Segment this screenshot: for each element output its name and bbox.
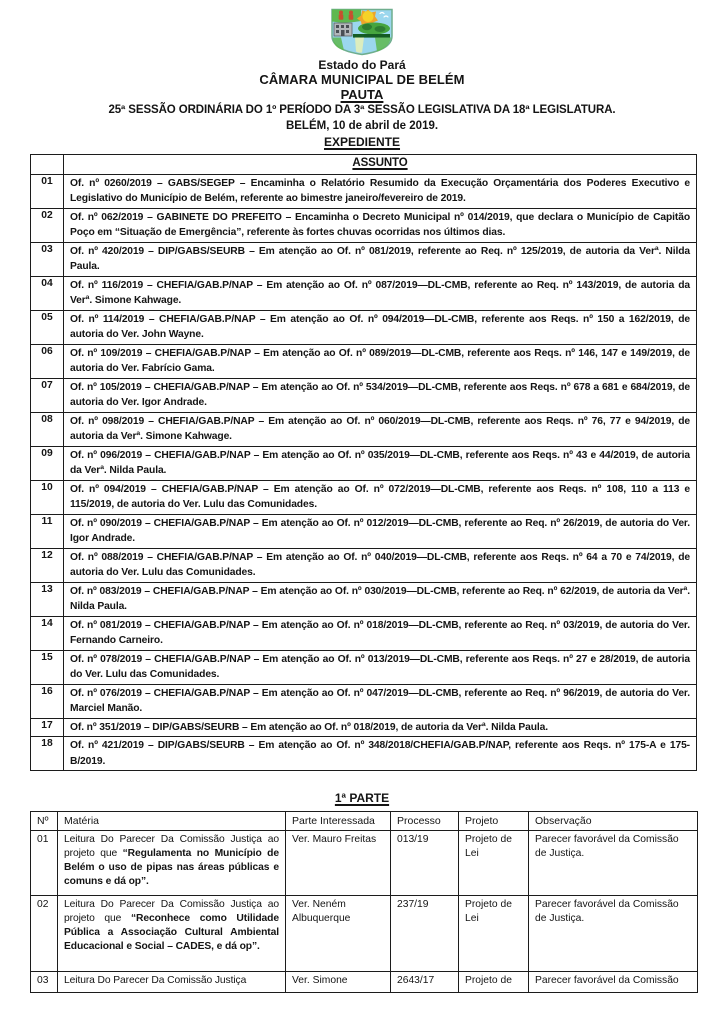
org-name: CÂMARA MUNICIPAL DE BELÉM xyxy=(259,72,465,87)
expediente-row xyxy=(31,548,697,582)
row-materia: Leitura Do Parecer Da Comissão Justiça ao projeto que “Reconhece como Utilidade Pública a Associação Cultural Ambiental Educacional e Social – CADES, e dá op”. xyxy=(58,896,286,972)
row-number: 17 xyxy=(31,718,64,737)
row-assunto: Of. nº 094/2019 – CHEFIA/GAB.P/NAP – Em atenção ao Of. nº 072/2019—DL-CMB, referente aos Reqs. nº 108, 110 a 113 e 115/2019, de autoria do Ver. Lulu das Comunidades. xyxy=(64,480,697,514)
session-title: 25ª SESSÃO ORDINÁRIA DO 1º PERÍODO DA 3ª SESSÃO LEGISLATIVA DA 18ª LEGISLATURA. xyxy=(108,104,616,116)
expediente-row xyxy=(31,344,697,378)
expediente-row xyxy=(31,412,697,446)
row-processo: 2643/17 xyxy=(391,972,459,993)
row-parte-interessada: Ver. Simone xyxy=(286,972,391,993)
row-materia: Leitura Do Parecer Da Comissão Justiça ao projeto que “Regulamenta no Município de Belém o uso de pipas nas áreas públicas e comuns e dá op”. xyxy=(58,831,286,896)
row-assunto: Of. nº 421/2019 – DIP/GABS/SEURB – Em atenção ao Of. nº 348/2018/CHEFIA/GAB.P/NAP, referente aos Reqs. nº 175-A e 175-B/2019. xyxy=(64,737,697,771)
row-observacao: Parecer favorável da Comissão xyxy=(529,972,698,993)
row-assunto: Of. nº 083/2019 – CHEFIA/GAB.P/NAP – Em atenção ao Of. nº 030/2019—DL-CMB, referente ao Req. nº 62/2019, de autoria da Verª. Nilda Paula. xyxy=(64,582,697,616)
parte1-column-header: Nº xyxy=(31,812,58,831)
parte1-row xyxy=(31,896,698,972)
session-date: BELÉM, 10 de abril de 2019. xyxy=(285,120,439,132)
expediente-row xyxy=(31,684,697,718)
expediente-header-row xyxy=(31,155,697,175)
parte1-column-header: Projeto xyxy=(459,812,529,831)
row-assunto: Of. nº 098/2019 – CHEFIA/GAB.P/NAP – Em atenção ao Of. nº 060/2019—DL-CMB, referente aos Reqs. nº 76, 77 e 94/2019, de autoria da Verª. Simone Kahwage. xyxy=(64,412,697,446)
row-number: 02 xyxy=(31,208,64,242)
row-materia: Leitura Do Parecer Da Comissão Justiça xyxy=(58,972,286,993)
row-number: 13 xyxy=(31,582,64,616)
row-number: 07 xyxy=(31,378,64,412)
expediente-row xyxy=(31,514,697,548)
row-assunto: Of. nº 420/2019 – DIP/GABS/SEURB – Em atenção ao Of. nº 081/2019, referente ao Req. nº 125/2019, de autoria da Verª. Nilda Paula. xyxy=(64,242,697,276)
parte1-table xyxy=(30,811,698,993)
row-number: 12 xyxy=(31,548,64,582)
belem-coat-of-arms-icon xyxy=(330,8,394,56)
expediente-row xyxy=(31,174,697,208)
row-number: 10 xyxy=(31,480,64,514)
row-projeto: Projeto de xyxy=(459,972,529,993)
row-assunto: Of. nº 105/2019 – CHEFIA/GAB.P/NAP – Em atenção ao Of. nº 534/2019—DL-CMB, referente aos Reqs. nº 678 a 681 e 684/2019, de autoria do Ver. Igor Andrade. xyxy=(64,378,697,412)
expediente-row xyxy=(31,737,697,771)
row-assunto: Of. nº 088/2019 – CHEFIA/GAB.P/NAP – Em atenção ao Of. nº 040/2019—DL-CMB, referente aos Reqs. nº 64 a 70 e 74/2019, de autoria do Ver. Lulu das Comunidades. xyxy=(64,548,697,582)
row-assunto: Of. nº 109/2019 – CHEFIA/GAB.P/NAP – Em atenção ao Of. nº 089/2019—DL-CMB, referente aos Reqs. nº 146, 147 e 149/2019, de autoria do Ver. Fabrício Gama. xyxy=(64,344,697,378)
parte1-row xyxy=(31,972,698,993)
assunto-column-header: ASSUNTO xyxy=(352,157,408,169)
parte1-row xyxy=(31,831,698,896)
parte1-column-header: Observação xyxy=(529,812,698,831)
row-assunto: Of. nº 081/2019 – CHEFIA/GAB.P/NAP – Em atenção ao Of. nº 018/2019—DL-CMB, referente ao Req. nº 03/2019, de autoria do Ver. Fernando Carneiro. xyxy=(64,616,697,650)
expediente-row xyxy=(31,242,697,276)
row-processo: 013/19 xyxy=(391,831,459,896)
row-assunto: Of. nº 096/2019 – CHEFIA/GAB.P/NAP – Em atenção ao Of. nº 035/2019—DL-CMB, referente aos Reqs. nº 43 e 44/2019, de autoria da Verª. Nilda Paula. xyxy=(64,446,697,480)
expediente-row xyxy=(31,446,697,480)
parte1-header-row xyxy=(31,812,698,831)
row-assunto: Of. nº 076/2019 – CHEFIA/GAB.P/NAP – Em atenção ao Of. nº 047/2019—DL-CMB, referente ao Req. nº 96/2019, de autoria do Ver. Marciel Manão. xyxy=(64,684,697,718)
parte1-column-header: Processo xyxy=(391,812,459,831)
row-processo: 237/19 xyxy=(391,896,459,972)
row-parte-interessada: Ver. Neném Albuquerque xyxy=(286,896,391,972)
row-number: 15 xyxy=(31,650,64,684)
row-number: 05 xyxy=(31,310,64,344)
expediente-table xyxy=(30,154,697,771)
row-number: 14 xyxy=(31,616,64,650)
document-header xyxy=(0,0,724,150)
expediente-row xyxy=(31,208,697,242)
expediente-row xyxy=(31,480,697,514)
row-number: 09 xyxy=(31,446,64,480)
expediente-row xyxy=(31,310,697,344)
row-assunto: Of. nº 116/2019 – CHEFIA/GAB.P/NAP – Em atenção ao Of. nº 087/2019—DL-CMB, referente ao Req. nº 143/2019, de autoria da Verª. Simone Kahwage. xyxy=(64,276,697,310)
expediente-row xyxy=(31,378,697,412)
row-parte-interessada: Ver. Mauro Freitas xyxy=(286,831,391,896)
row-assunto: Of. nº 351/2019 – DIP/GABS/SEURB – Em atenção ao Of. nº 018/2019, de autoria da Verª. Nilda Paula. xyxy=(64,718,697,737)
row-number: 08 xyxy=(31,412,64,446)
row-assunto: Of. nº 0260/2019 – GABS/SEGEP – Encaminha o Relatório Resumido da Execução Orçamentária dos Poderes Executivo e Legislativo do Município de Belém, referente ao bimestre janeiro/fevereiro de 2019. xyxy=(64,174,697,208)
row-number: 02 xyxy=(31,896,58,972)
row-observacao: Parecer favorável da Comissão de Justiça. xyxy=(529,831,698,896)
parte1-column-header: Matéria xyxy=(58,812,286,831)
row-assunto: Of. nº 062/2019 – GABINETE DO PREFEITO – Encaminha o Decreto Municipal nº 014/2019, que declara o Município de Capitão Poço em “Situação de Emergência”, referente às fortes chuvas ocorridas nos últimos dias. xyxy=(64,208,697,242)
expediente-row xyxy=(31,650,697,684)
row-projeto: Projeto de Lei xyxy=(459,831,529,896)
number-column-header xyxy=(31,155,64,175)
row-assunto: Of. nº 090/2019 – CHEFIA/GAB.P/NAP – Em atenção ao Of. nº 012/2019—DL-CMB, referente ao Req. nº 26/2019, de autoria do Ver. Igor Andrade. xyxy=(64,514,697,548)
state-name: Estado do Pará xyxy=(318,58,406,72)
expediente-row xyxy=(31,718,697,737)
row-number: 01 xyxy=(31,831,58,896)
row-number: 18 xyxy=(31,737,64,771)
row-assunto: Of. nº 114/2019 – CHEFIA/GAB.P/NAP – Em atenção ao Of. nº 094/2019—DL-CMB, referente aos Reqs. nº 150 a 162/2019, de autoria do Ver. John Wayne. xyxy=(64,310,697,344)
expediente-row xyxy=(31,276,697,310)
row-number: 01 xyxy=(31,174,64,208)
section-parte1-title: 1ª PARTE xyxy=(334,791,390,805)
parte1-column-header: Parte Interessada xyxy=(286,812,391,831)
row-number: 04 xyxy=(31,276,64,310)
doc-title: PAUTA xyxy=(340,87,384,102)
row-number: 06 xyxy=(31,344,64,378)
row-projeto: Projeto de Lei xyxy=(459,896,529,972)
row-number: 03 xyxy=(31,242,64,276)
row-observacao: Parecer favorável da Comissão de Justiça. xyxy=(529,896,698,972)
expediente-row xyxy=(31,616,697,650)
section-expediente-title: EXPEDIENTE xyxy=(323,135,401,149)
row-number: 03 xyxy=(31,972,58,993)
row-number: 16 xyxy=(31,684,64,718)
row-assunto: Of. nº 078/2019 – CHEFIA/GAB.P/NAP – Em atenção ao Of. nº 013/2019—DL-CMB, referente aos Reqs. nº 27 e 28/2019, de autoria do Ver. Lulu das Comunidades. xyxy=(64,650,697,684)
expediente-row xyxy=(31,582,697,616)
building-icon xyxy=(334,23,352,36)
row-number: 11 xyxy=(31,514,64,548)
